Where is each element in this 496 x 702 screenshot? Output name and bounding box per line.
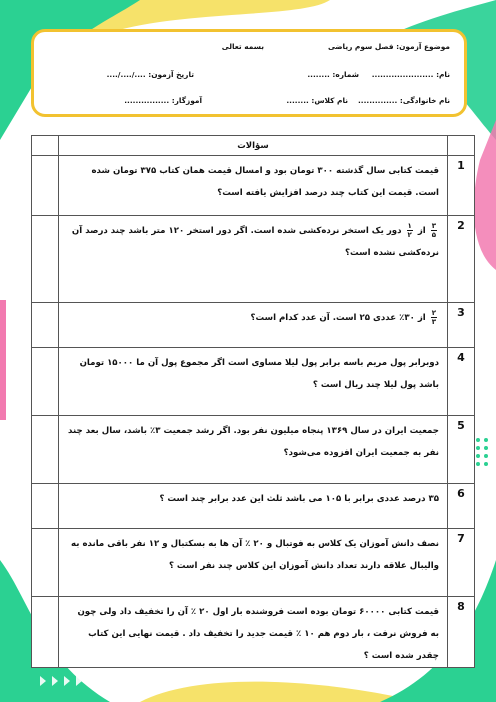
exam-date-label: تاریخ آزمون:: [148, 70, 194, 79]
name-label: نام:: [436, 70, 450, 79]
family-blank: ..............: [358, 96, 398, 105]
question-2-text: دور یک استخر نرده‌کشی شده است. اگر دور استخر ۱۲۰ متر باشد چند درصد آن نرده‌کشی نشده است؟: [71, 226, 439, 258]
bg-yellow-blob-bottom: [140, 682, 420, 702]
question-row: [32, 216, 475, 303]
fraction-two-thirds: $\frac{۲}{۳}$: [431, 309, 436, 326]
score-cell: [32, 303, 59, 348]
score-cell: [32, 484, 59, 529]
score-cell: [32, 416, 59, 484]
question-number: 4: [448, 348, 475, 416]
exam-date-field: [107, 70, 194, 79]
score-cell: [32, 348, 59, 416]
name-blank: ......................: [371, 70, 434, 79]
question-text: نصف دانش آموزان یک کلاس به فوتبال و ۲۰ ٪ آن ها به بسکتبال و ۱۲ نفر باقی مانده به والیبال علاقه دارند تعداد دانش آموزان این کلاس چند نفر است ؟: [59, 529, 448, 597]
subject-note: بسمه تعالی: [221, 42, 264, 51]
bg-pink-strip-left: [0, 300, 6, 420]
question-row: [32, 348, 475, 416]
bg-dots-right: [476, 438, 488, 466]
subject-label: موضوع آزمون:: [396, 42, 450, 51]
question-row: [32, 529, 475, 597]
number-field: [307, 70, 359, 79]
number-blank: ........: [307, 70, 330, 79]
number-label: شماره:: [332, 70, 359, 79]
class-field: [286, 96, 348, 105]
teacher-field: [124, 96, 202, 105]
subject-field: [328, 42, 450, 51]
word-of: از: [417, 226, 426, 236]
question-number: 1: [448, 156, 475, 216]
teacher-blank: ................: [124, 96, 170, 105]
question-row: [32, 416, 475, 484]
question-number: 3: [448, 303, 475, 348]
question-number: 7: [448, 529, 475, 597]
score-cell: [32, 597, 59, 668]
question-text: دوبرابر پول مریم باسه برابر پول لیلا مساوی است اگر مجموع پول آن ما ۱۵۰۰۰ تومان باشد پول لیلا چند ریال است ؟: [59, 348, 448, 416]
questions-table: [31, 135, 475, 668]
fraction-one-half: $\frac{۱}{۲}$: [407, 222, 412, 239]
subject-value: فصل سوم ریاضی: [327, 42, 394, 51]
teacher-label: آموزگار:: [171, 96, 202, 105]
exam-date-value: ..../..../....: [106, 70, 146, 79]
question-number: 5: [448, 416, 475, 484]
questions-column-header: سؤالات: [59, 136, 448, 156]
question-text-with-fraction: [59, 216, 448, 303]
bg-dots-left: [8, 230, 28, 258]
question-row: [32, 597, 475, 668]
score-cell: [32, 529, 59, 597]
question-row: [32, 484, 475, 529]
question-text: جمعیت ایران در سال ۱۳۶۹ پنجاه میلیون نفر بود. اگر رشد جمعیت ۳٪ باشد، سال بعد چند نفر به جمعیت ایران افزوده می‌شود؟: [59, 416, 448, 484]
question-text: ۳۵ درصد عددی برابر با ۱۰۵ می باشد ثلث این عدد برابر چند است ؟: [59, 484, 448, 529]
question-row: [32, 156, 475, 216]
question-number: 6: [448, 484, 475, 529]
fraction-three-fifths: $\frac{۳}{۵}$: [431, 222, 436, 239]
class-label: نام کلاس:: [311, 96, 348, 105]
number-column-header: [448, 136, 475, 156]
class-blank: ........: [286, 96, 309, 105]
question-text-with-fraction: [59, 303, 448, 348]
question-number: 8: [448, 597, 475, 668]
name-field: [372, 70, 450, 79]
family-label: نام خانوادگی:: [399, 96, 450, 105]
table-header-row: [32, 136, 475, 156]
question-text: قیمت کتابی ۶۰۰۰۰ تومان بوده است فروشنده بار اول ۲۰ ٪ آن را تخفیف داد ولی چون به فروش نرفت ، بار دوم هم ۱۰ ٪ قیمت جدید را تخفیف داد . قیمت نهایی این کتاب چقدر شده است ؟: [59, 597, 448, 668]
question-number: 2: [448, 216, 475, 303]
score-column-header: [32, 136, 59, 156]
question-text: قیمت کتابی سال گذشته ۳۰۰ تومان بود و امسال قیمت همان کتاب ۳۷۵ تومان شده است. قیمت این کتاب چند درصد افزایش یافته است؟: [59, 156, 448, 216]
question-3-text: از ۳۰٪ عددی ۲۵ است. آن عدد کدام است؟: [250, 313, 426, 323]
question-row: [32, 303, 475, 348]
score-cell: [32, 216, 59, 303]
family-field: [358, 96, 450, 105]
exam-header: [31, 29, 467, 117]
bg-pink-blob-right: [474, 120, 496, 270]
score-cell: [32, 156, 59, 216]
